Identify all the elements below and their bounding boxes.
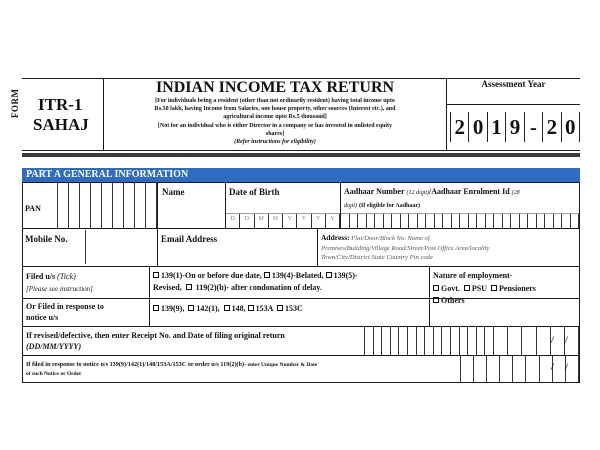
description-line: [Not for an individual who is either Director in a company or has invested in unlisted equity [157,122,393,129]
option-139-4: 139(4)-Belated, [271,271,324,280]
receipt-char-box[interactable] [485,326,494,355]
checkbox-119-2b[interactable] [186,284,192,290]
pan-char-box[interactable] [102,182,113,228]
aadhaar-char-box[interactable] [443,214,452,228]
date-char-box[interactable] [494,326,508,355]
option-psu: PSU [471,284,488,293]
address-label: Address: [321,233,350,242]
receipt-char-box[interactable] [408,326,417,355]
year-char-box: - [525,112,543,142]
aadhaar-char-box[interactable] [571,214,580,228]
aadhaar-char-box[interactable] [503,214,512,228]
date-char-box[interactable] [522,326,536,355]
mobile-label: Mobile No. [25,234,68,244]
pan-char-box[interactable] [113,182,124,228]
receipt-char-box[interactable] [468,326,477,355]
aadhaar-char-box[interactable] [469,214,478,228]
aadhaar-char-box[interactable] [401,214,410,228]
notice-char-box[interactable] [461,355,474,382]
pan-char-box[interactable] [47,182,58,228]
option-pensioners: Pensioners [499,284,536,293]
pan-char-box[interactable] [58,182,69,228]
notice-date-slash: / [565,362,568,372]
option-153c: 153C [285,304,303,313]
receipt-number-boxes[interactable] [364,326,494,355]
response-label-line2: notice u/s [26,313,59,322]
header-separator [22,153,580,157]
aadhaar-char-box[interactable] [477,214,486,228]
address-block[interactable] [321,233,577,263]
email-input[interactable] [158,246,317,266]
year-char-box: 9 [506,112,524,142]
option-142-1: 142(1), [196,304,220,313]
aadhaar-label-line2-italic: digit) [344,203,357,209]
aadhaar-label-digits2: (28 [511,190,520,196]
aadhaar-char-box[interactable] [562,214,571,228]
dob-char-box[interactable]: Y [312,214,326,228]
dob-input-boxes[interactable] [226,213,340,228]
checkbox-others[interactable] [433,297,439,303]
notice-label-line2: of such Notice or Order [26,371,82,377]
pan-char-box[interactable] [69,182,80,228]
name-label: Name [162,187,185,197]
option-139-1: 139(1)-On or before due date, [161,271,262,280]
aadhaar-char-box[interactable] [375,214,384,228]
option-139-5: 139(5)- [333,271,358,280]
employment-label: Nature of employment- [433,271,513,280]
aadhaar-char-box[interactable] [545,214,554,228]
checkbox-pensioners[interactable] [491,285,497,291]
address-hint-line3: Town/City/District State Country Pin code [321,254,433,261]
year-char-box: 2 [543,112,561,142]
pan-char-box[interactable] [146,182,157,228]
assessment-year-boxes [450,112,580,142]
receipt-char-box[interactable] [434,326,443,355]
receipt-char-box[interactable] [477,326,486,355]
filed-label-tick: (Tick) [57,272,76,281]
mobile-input[interactable] [85,230,155,264]
description-line: [For individuals being a resident (other than not ordinarily resident) having total income upto [155,98,395,104]
form-word: FORM [10,88,20,118]
aadhaar-char-box[interactable] [554,214,563,228]
checkbox-govt[interactable] [433,285,439,291]
dob-char-box[interactable]: Y [326,214,340,228]
aadhaar-label-line2-rest: (If eligible for Aadhaar) [359,203,421,209]
receipt-char-box[interactable] [417,326,426,355]
checkbox-142-1[interactable] [188,305,194,311]
aadhaar-char-box[interactable] [486,214,495,228]
aadhaar-char-box[interactable] [460,214,469,228]
filed-instruction: [Please see instruction] [26,285,93,293]
pan-char-box[interactable] [80,182,91,228]
option-139-9: 139(9), [161,304,185,313]
notice-label-main: If filed in response to notice u/s 139(9)/142(1)/148/153A/153C or order u/s 119(2)(b)- [26,361,247,368]
option-153a: 153A [255,304,273,313]
receipt-char-box[interactable] [399,326,408,355]
receipt-char-box[interactable] [374,326,383,355]
aadhaar-char-box[interactable] [426,214,435,228]
aadhaar-label [344,186,578,212]
dob-char-box[interactable]: D [240,214,254,228]
aadhaar-char-box[interactable] [384,214,393,228]
receipt-char-box[interactable] [451,326,460,355]
checkbox-139-5[interactable] [326,272,332,278]
revised-label: If revised/defective, then enter Receipt No. and Date of filing original return [26,331,285,340]
aadhaar-label-digits: (12 digit) [406,190,430,196]
date-char-box[interactable] [508,326,522,355]
date-char-box[interactable] [500,355,513,382]
description-line: agricultural income upto Rs.5 thousand] [223,114,327,121]
pan-label: PAN [25,204,41,213]
name-input[interactable] [158,198,225,228]
checkbox-153c[interactable] [277,305,283,311]
notice-label-block [26,360,317,379]
year-char-box: 0 [562,112,580,142]
response-label-block [26,301,104,323]
aadhaar-label-slash: /Aadhaar Enrolment Id [429,187,510,196]
year-char-box: 1 [488,112,506,142]
part-a-band [22,168,580,182]
aadhaar-char-box[interactable] [435,214,444,228]
aadhaar-char-box[interactable] [392,214,401,228]
notice-char-box[interactable] [474,355,487,382]
year-char-box: 2 [451,112,469,142]
assessment-year-label: Assessment Year [481,79,546,89]
checkbox-153a[interactable] [248,305,254,311]
aadhaar-char-box[interactable] [409,214,418,228]
receipt-char-box[interactable] [425,326,434,355]
notice-label-rest: enter Unique Number & Date [246,362,318,368]
date-char-box[interactable] [553,355,566,382]
aadhaar-char-box[interactable] [511,214,520,228]
response-label-line1: Or Filed in response to [26,302,104,311]
aadhaar-char-box[interactable] [494,214,503,228]
option-others: Others [441,296,465,305]
employment-block [433,270,579,307]
checkbox-139-1[interactable] [153,272,159,278]
checkbox-139-4[interactable] [264,272,270,278]
year-char-box: 0 [469,112,487,142]
dob-char-box[interactable]: M [269,214,283,228]
filed-label: Filed u/s [26,272,56,281]
option-govt: Govt. [441,284,460,293]
aadhaar-char-box[interactable] [367,214,376,228]
receipt-char-box[interactable] [391,326,400,355]
eligibility-note: (Refer instructions for eligibility) [234,139,316,146]
aadhaar-char-box[interactable] [537,214,546,228]
pan-char-box[interactable] [91,182,102,228]
receipt-char-box[interactable] [382,326,391,355]
notice-number-boxes[interactable] [460,355,500,382]
form-id-line1: ITR-1 [38,95,83,114]
dob-char-box[interactable]: M [255,214,269,228]
revised-date-slash: / [565,335,568,345]
pan-char-box[interactable] [135,182,146,228]
dob-label: Date of Birth [229,187,280,197]
pan-char-box[interactable] [124,182,135,228]
receipt-char-box[interactable] [365,326,374,355]
aadhaar-char-box[interactable] [520,214,529,228]
aadhaar-label-main: Aadhaar Number [344,187,405,196]
address-hint-line2: Premises/Building/Village Road/Street/Post Office Area/locality [321,244,490,252]
date-char-box[interactable] [513,355,526,382]
description-line: shares] [265,130,285,137]
checkbox-139-9[interactable] [153,305,159,311]
option-148: 148, [231,304,246,313]
description-line: Rs.50 lakh, having Income from Salaries, one house property, other sources (Interest etc.), and [154,106,396,113]
revised-date-slash: / [551,335,554,345]
revised-date-format: (DD/MM/YYYY) [26,342,82,351]
aadhaar-char-box[interactable] [341,214,350,228]
notice-date-slash: / [551,362,554,372]
receipt-char-box[interactable] [442,326,451,355]
aadhaar-char-box[interactable] [528,214,537,228]
dob-char-box[interactable]: Y [297,214,311,228]
notice-char-box[interactable] [487,355,500,382]
form-title: INDIAN INCOME TAX RETURN [155,79,395,96]
option-revised: Revised, [153,283,182,292]
email-label: Email Address [161,234,218,244]
filed-label-block [26,271,93,295]
response-options [153,303,303,315]
aadhaar-char-box[interactable] [418,214,427,228]
aadhaar-char-box[interactable] [358,214,367,228]
aadhaar-char-box[interactable] [350,214,359,228]
address-hint-line1: Flat/Door/Block No. Name of [351,235,430,242]
checkbox-psu[interactable] [464,285,470,291]
form-id-line2: SAHAJ [33,115,89,134]
dob-char-box[interactable]: Y [283,214,297,228]
filed-options [153,270,425,294]
option-119-2b: 119(2)(b)- after condonation of delay. [195,283,322,292]
part-a-title: PART A GENERAL INFORMATION [26,169,189,180]
checkbox-148[interactable] [224,305,230,311]
date-char-box[interactable] [537,326,551,355]
revised-label-block [26,330,285,352]
dob-char-box[interactable]: D [226,214,240,228]
aadhaar-input-boxes[interactable] [341,213,579,228]
form-description [110,97,440,146]
aadhaar-char-box[interactable] [452,214,461,228]
date-char-box[interactable] [526,355,539,382]
pan-input-boxes[interactable] [47,182,157,228]
receipt-char-box[interactable] [460,326,469,355]
